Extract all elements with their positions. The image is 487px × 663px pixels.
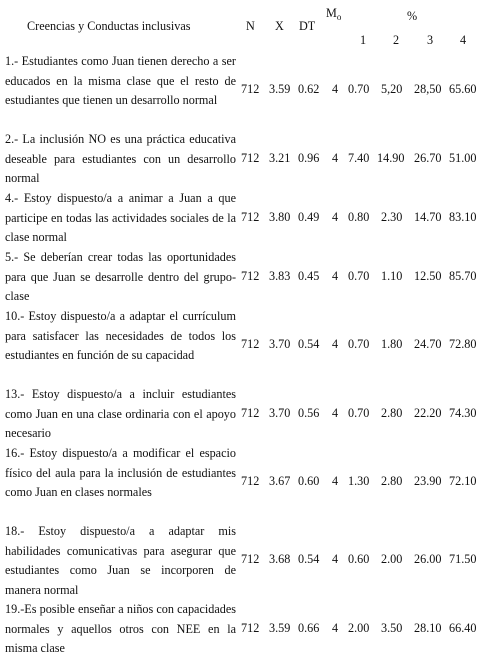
cell-n: 712 <box>241 621 260 635</box>
cell-p2: 2.80 <box>381 406 403 420</box>
cell-p2: 2.30 <box>381 210 403 224</box>
cell-p1: 2.00 <box>348 621 370 635</box>
cell-mean: 3.59 <box>269 82 291 96</box>
cell-mean: 3.68 <box>269 552 291 566</box>
cell-mean: 3.83 <box>269 269 291 283</box>
cell-sd: 0.49 <box>298 210 320 224</box>
cell-p3: 22.20 <box>414 406 442 420</box>
cell-p2: 14.90 <box>377 151 405 165</box>
column-header-p4: 4 <box>460 33 467 47</box>
column-header-percent: % <box>407 9 418 23</box>
statement-text: 1.- Estudiantes como Juan tienen derecho a ser educados en la misma clase que el resto de estudiantes que tienen un desarrollo normal <box>5 54 236 107</box>
column-header-n: N <box>246 19 255 33</box>
cell-p4: 85.70 <box>449 269 477 283</box>
cell-mean: 3.80 <box>269 210 291 224</box>
cell-p1: 0.70 <box>348 269 370 283</box>
cell-sd: 0.54 <box>298 337 320 351</box>
cell-p4: 71.50 <box>449 552 477 566</box>
cell-p1: 0.60 <box>348 552 370 566</box>
cell-mean: 3.70 <box>269 337 291 351</box>
statement-text: 10.- Estoy dispuesto/a a adaptar el currículum para satisfacer las necesidades de todos los estudiantes en función de su capacidad <box>5 309 236 362</box>
statement-text: 16.- Estoy dispuesto/a a modificar el espacio físico del aula para la inclusión de estudiantes como Juan en clases normales <box>5 446 236 499</box>
cell-n: 712 <box>241 82 260 96</box>
cell-p4: 66.40 <box>449 621 477 635</box>
cell-p2: 3.50 <box>381 621 403 635</box>
cell-p4: 72.80 <box>449 337 477 351</box>
cell-sd: 0.62 <box>298 82 320 96</box>
column-header-p3: 3 <box>427 33 434 47</box>
cell-mean: 3.67 <box>269 474 291 488</box>
cell-n: 712 <box>241 269 260 283</box>
cell-sd: 0.96 <box>298 151 320 165</box>
cell-p3: 12.50 <box>414 269 442 283</box>
cell-sd: 0.56 <box>298 406 320 420</box>
mode-letter: M <box>326 6 337 20</box>
cell-mode: 4 <box>332 210 339 224</box>
cell-mean: 3.21 <box>269 151 291 165</box>
cell-mean: 3.59 <box>269 621 291 635</box>
cell-sd: 0.66 <box>298 621 320 635</box>
statement-text: 4.- Estoy dispuesto/a a animar a Juan a que participe en todas las actividades sociales de la clase normal <box>5 191 236 244</box>
cell-n: 712 <box>241 210 260 224</box>
cell-n: 712 <box>241 474 260 488</box>
statement-text: 19.-Es posible enseñar a niños con capacidades normales y aquellos otros con NEE en la misma clase <box>5 602 236 655</box>
cell-p3: 14.70 <box>414 210 442 224</box>
column-header-p1: 1 <box>360 33 367 47</box>
cell-p3: 26.00 <box>414 552 442 566</box>
cell-mode: 4 <box>332 269 339 283</box>
cell-p3: 26.70 <box>414 151 442 165</box>
cell-mode: 4 <box>332 406 339 420</box>
cell-p1: 1.30 <box>348 474 370 488</box>
cell-p1: 0.80 <box>348 210 370 224</box>
column-header-p2: 2 <box>393 33 400 47</box>
column-header-mean: X <box>275 19 284 33</box>
cell-mean: 3.70 <box>269 406 291 420</box>
cell-p3: 28.10 <box>414 621 442 635</box>
cell-mode: 4 <box>332 337 339 351</box>
cell-mode: 4 <box>332 474 339 488</box>
cell-n: 712 <box>241 151 260 165</box>
cell-mode: 4 <box>332 621 339 635</box>
column-header-mode <box>326 6 341 21</box>
cell-p1: 0.70 <box>348 406 370 420</box>
cell-p2: 2.80 <box>381 474 403 488</box>
statement-text: 5.- Se deberían crear todas las oportunidades para que Juan se desarrolle dentro del grupo-clase <box>5 250 236 303</box>
cell-n: 712 <box>241 337 260 351</box>
cell-p2: 5,20 <box>381 82 403 96</box>
cell-sd: 0.60 <box>298 474 320 488</box>
cell-p4: 51.00 <box>449 151 477 165</box>
cell-mode: 4 <box>332 552 339 566</box>
cell-p3: 28,50 <box>414 82 442 96</box>
cell-mode: 4 <box>332 151 339 165</box>
column-header-sd: DT <box>299 19 316 33</box>
cell-sd: 0.45 <box>298 269 320 283</box>
column-header-beliefs: Creencias y Conductas inclusivas <box>27 19 191 33</box>
cell-p1: 0.70 <box>348 337 370 351</box>
cell-n: 712 <box>241 552 260 566</box>
cell-p4: 74.30 <box>449 406 477 420</box>
cell-mode: 4 <box>332 82 339 96</box>
cell-p4: 83.10 <box>449 210 477 224</box>
statement-text: 13.- Estoy dispuesto/a a incluir estudiantes como Juan en una clase ordinaria con el apoyo necesario <box>5 387 236 440</box>
statement-text: 18.- Estoy dispuesto/a a adaptar mis habilidades comunicativas para asegurar que estudiantes como Juan se incorporen de manera normal <box>5 524 236 597</box>
statement-text: 2.- La inclusión NO es una práctica educativa deseable para estudiantes con un desarrollo normal <box>5 132 236 185</box>
cell-n: 712 <box>241 406 260 420</box>
cell-p4: 65.60 <box>449 82 477 96</box>
cell-p3: 23.90 <box>414 474 442 488</box>
cell-p2: 1.10 <box>381 269 403 283</box>
cell-p3: 24.70 <box>414 337 442 351</box>
cell-p4: 72.10 <box>449 474 477 488</box>
cell-p1: 0.70 <box>348 82 370 96</box>
cell-p2: 1.80 <box>381 337 403 351</box>
cell-sd: 0.54 <box>298 552 320 566</box>
cell-p1: 7.40 <box>348 151 370 165</box>
cell-p2: 2.00 <box>381 552 403 566</box>
mode-subscript: o <box>336 12 342 22</box>
